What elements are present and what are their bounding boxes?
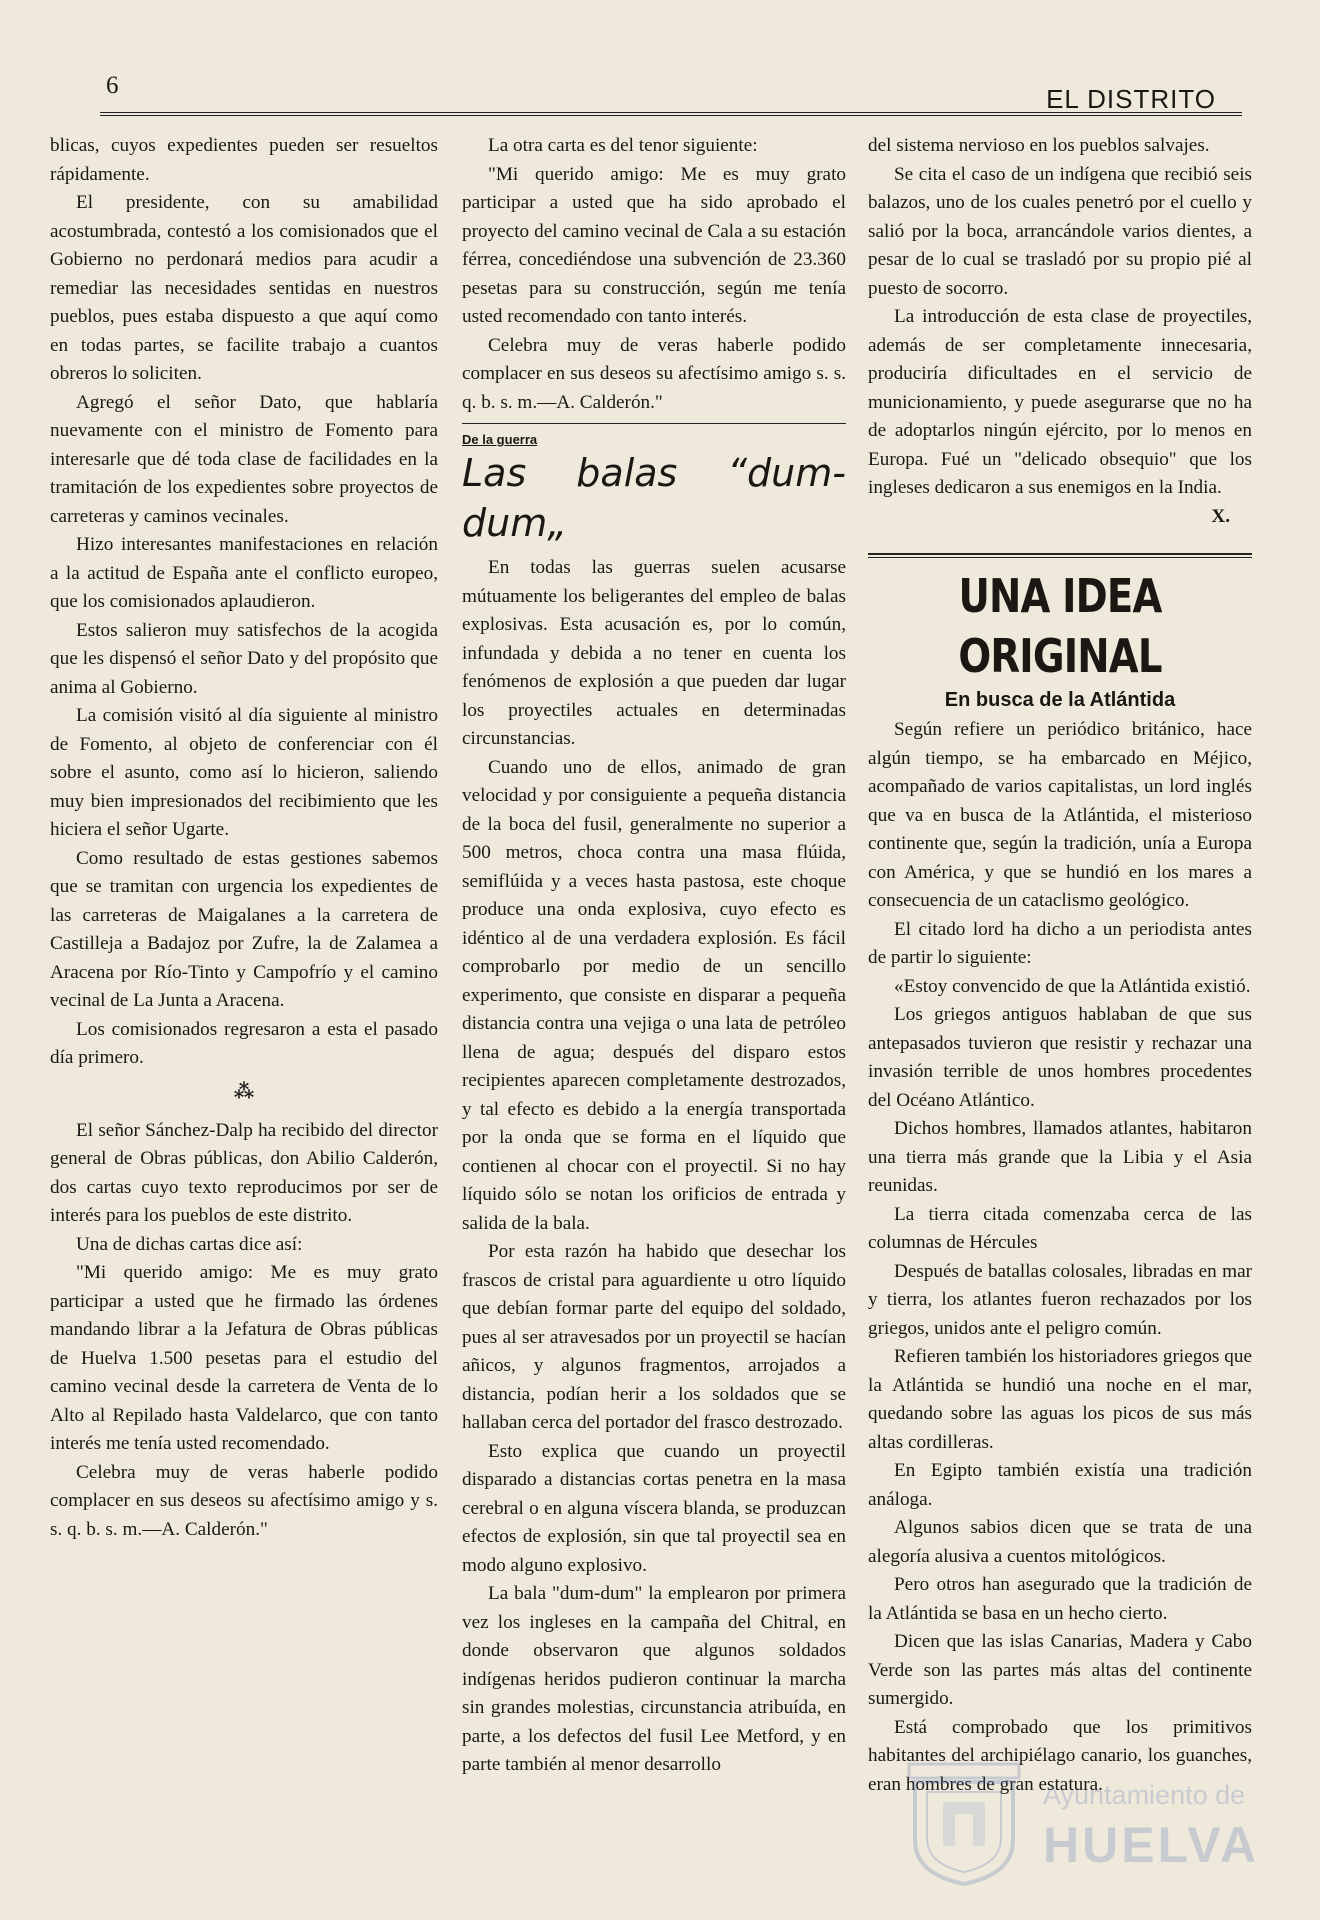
paragraph: Se cita el caso de un indígena que recibió seis balazos, uno de los cuales penetró por el cuello y salió por la boca, arrancándole varios dientes, a pesar de lo cual se trasladó por su propio pié al puesto de socorro.	[868, 163, 1252, 299]
paragraph: del sistema nervioso en los pueblos salvajes.	[868, 135, 1210, 156]
section-label: De la guerra	[462, 432, 538, 447]
article-title: Las balas “dum-dum„	[462, 451, 846, 545]
paragraph: En Egipto también existía una tradición análoga.	[868, 1460, 1252, 1510]
paragraph: Esto explica que cuando un proyectil disparado a distancias cortas penetra en la masa cerebral o en alguna víscera blanda, se produzcan efectos de explosión, sin que tal proyectil sea en modo alguno explosivo.	[462, 1440, 846, 1576]
section-rule	[868, 553, 1252, 558]
paragraph: Una de dichas cartas dice así:	[76, 1233, 303, 1255]
section-rule	[462, 423, 846, 424]
paragraph: blicas, cuyos expedientes pueden ser resueltos rápidamente.	[50, 135, 438, 185]
paragraph: El presidente, con su amabilidad acostumbrada, contestó a los comisionados que el Gobierno no perdonará medios para acudir a remediar las necesidades sentidas en nuestros pueblos, pues estaba dispuesto a que aquí como en todas partes, se facilite trabajo a cuantos obreros lo soliciten.	[50, 192, 438, 384]
column-2	[462, 132, 846, 1780]
column-3	[868, 132, 1252, 1799]
watermark	[905, 1762, 1265, 1892]
paragraph: «Estoy convencido de que la Atlántida existió.	[894, 975, 1251, 997]
paragraph: Dichos hombres, llamados atlantes, habitaron una tierra más grande que la Libia y el Asia reunidas.	[868, 1118, 1252, 1196]
paragraph: Según refiere un periódico británico, hace algún tiempo, se ha embarcado en Méjico, acompañado de varios capitalistas, un lord inglés que va en busca de la Atlántida, el misterioso continente que, según la tradición, unía a Europa con América, y que se hundió en los mares a consecuencia de un cataclismo geológico.	[868, 719, 1252, 911]
paragraph: La comisión visitó al día siguiente al ministro de Fomento, al objeto de conferenciar con él sobre el asunto, como así lo hicieron, saliendo muy bien impresionados del recibimiento que les hiciera el señor Ugarte.	[50, 705, 438, 840]
page-number: 6	[106, 72, 119, 99]
paragraph: Agregó el señor Dato, que hablaría nuevamente con el ministro de Fomento para interesarle que dé toda clase de facilidades en la tramitación de los expedientes sobre proyectos de carreteras y caminos vecinales.	[50, 391, 438, 527]
paragraph: Los griegos antiguos hablaban de que sus antepasados tuvieron que resistir y rechazar una invasión terrible de unos hombres procedentes del Océano Atlántico.	[868, 1004, 1252, 1111]
watermark-line2: HUELVA	[1043, 1817, 1260, 1873]
paragraph: Pero otros han asegurado que la tradición de la Atlántida se basa en un hecho cierto.	[868, 1574, 1252, 1624]
paragraph: En todas las guerras suelen acusarse mútuamente los beligerantes del empleo de balas explosivas. Esta acusación es, por lo común, infundada y debida a no tener en cuenta los fenómenos de explosión a que pueden dar lugar los proyectiles actuales en determinadas circunstancias.	[462, 557, 846, 749]
paragraph: Los comisionados regresaron a esta el pasado día primero.	[50, 1018, 438, 1068]
paragraph: Refieren también los historiadores griegos que la Atlántida se hundió una noche en el mar, quedando sobre las aguas los picos de sus más altas cordilleras.	[868, 1346, 1252, 1453]
paragraph: "Mi querido amigo: Me es muy grato participar a usted que he firmado las órdenes mandando librar a la Jefatura de Obras públicas de Huelva 1.500 pesetas para el estudio del camino vecinal desde la carretera de Venta de lo Alto al Repilado hasta Valdelarco, que con tanto interés me tenía usted recomendado.	[50, 1262, 438, 1454]
signature: X.	[1211, 505, 1230, 527]
watermark-line1: Ayuntamiento de	[1043, 1780, 1246, 1810]
paragraph: Por esta razón ha habido que desechar los frascos de cristal para aguardiente u otro líquido que debían formar parte del equipo del soldado, pues al ser atravesados por un proyectil se hacían añicos, y algunos fragmentos, arrojados a distancia, podían herir a los soldados que se hallaban cerca del portador del frasco destrozado.	[462, 1241, 846, 1433]
paragraph: Cuando uno de ellos, animado de gran velocidad y por consiguiente a pequeña distancia de la boca del fusil, generalmente no superior a 500 metros, choca contra una masa flúida, semiflúida y a veces hasta pastosa, este choque produce una onda explosiva, cuyo efecto es idéntico al de una verdadera explosión. Es fácil comprobarlo por medio de un sencillo experimento, que consiste en disparar a pequeña distancia contra una vejiga o una lata de petróleo llena de agua; después del disparo estos recipientes aparecen completamente destrozados, y tal efecto es debido a la energía transportada por la onda que se forma en el líquido que contienen al chocar con el proyectil. Si no hay líquido sólo se notan los orificios de entrada y salida de la bala.	[462, 756, 846, 1234]
paragraph: Celebra muy de veras haberle podido complacer en sus deseos su afectísimo amigo s. s. q. b. s. m.—A. Calderón."	[462, 334, 846, 413]
paragraph: Celebra muy de veras haberle podido complacer en sus deseos su afectísimo amigo y s. s. q. b. s. m.—A. Calderón."	[50, 1461, 438, 1540]
paragraph: La bala "dum-dum" la emplearon por primera vez los ingleses en la campaña del Chitral, en donde observaron que algunos soldados indígenas heridos pudieron continuar la marcha sin grandes molestias, circunstancia atribuída, en parte, a los defectos del fusil Lee Metford, y en parte también al menor desarrollo	[462, 1583, 846, 1775]
paragraph: La introducción de esta clase de proyectiles, además de ser completamente innecesaria, produciría dificultades en el servicio de municionamiento, y puede asegurarse que no ha de adoptarlos ningún ejército, por lo menos en Europa. Fué un "delicado obsequio" que los ingleses dedicaron a sus enemigos en la India.	[868, 306, 1252, 498]
paragraph: Estos salieron muy satisfechos de la acogida que les dispensó el señor Dato y del propósito que anima al Gobierno.	[50, 619, 438, 698]
asterism-separator: ⁂	[233, 1080, 255, 1103]
paragraph: Está comprobado que los primitivos habitantes del archipiélago canario, los guanches, eran hombres de gran estatura.	[868, 1716, 1252, 1795]
paragraph: Dicen que las islas Canarias, Madera y Cabo Verde son las partes más altas del continente sumergido.	[868, 1631, 1252, 1709]
paragraph: Como resultado de estas gestiones sabemos que se tramitan con urgencia los expedientes de las carreteras de Maigalanes a la carretera de Castilleja a Badajoz por Zufre, la de Zalamea a Aracena por Río-Tinto y Campofrío y el camino vecinal de La Junta a Aracena.	[50, 847, 438, 1011]
paragraph: El señor Sánchez-Dalp ha recibido del director general de Obras públicas, don Abilio Calderón, dos cartas cuyo texto reproducimos por ser de interés para los pueblos de este distrito.	[50, 1119, 438, 1226]
paragraph: Después de batallas colosales, libradas en mar y tierra, los atlantes fueron rechazados por los griegos, unidos ante el peligro común.	[868, 1260, 1252, 1339]
article-subheading: En busca de la Atlántida	[944, 689, 1176, 711]
paragraph: Hizo interesantes manifestaciones en relación a la actitud de España ante el conflicto europeo, que los comisionados aplaudieron.	[50, 534, 438, 612]
paragraph: La otra carta es del tenor siguiente:	[488, 135, 758, 156]
header-rule	[100, 112, 1242, 116]
paragraph: "Mi querido amigo: Me es muy grato participar a usted que ha sido aprobado el proyecto del camino vecinal de Cala a su estación férrea, concediéndose una subvención de 23.360 pesetas para su construcción, según me tenía usted recomendado con tanto interés.	[462, 163, 846, 327]
paragraph: El citado lord ha dicho a un periodista antes de partir lo siguiente:	[868, 918, 1252, 968]
publication-name: EL DISTRITO	[1046, 84, 1216, 114]
coat-of-arms-icon	[905, 1762, 1023, 1886]
paragraph: La tierra citada comenzaba cerca de las columnas de Hércules	[868, 1203, 1252, 1253]
article-heading: UNA IDEA ORIGINAL	[958, 569, 1162, 683]
paragraph: Algunos sabios dicen que se trata de una alegoría alusiva a cuentos mitológicos.	[868, 1517, 1252, 1567]
column-1	[50, 132, 438, 1544]
